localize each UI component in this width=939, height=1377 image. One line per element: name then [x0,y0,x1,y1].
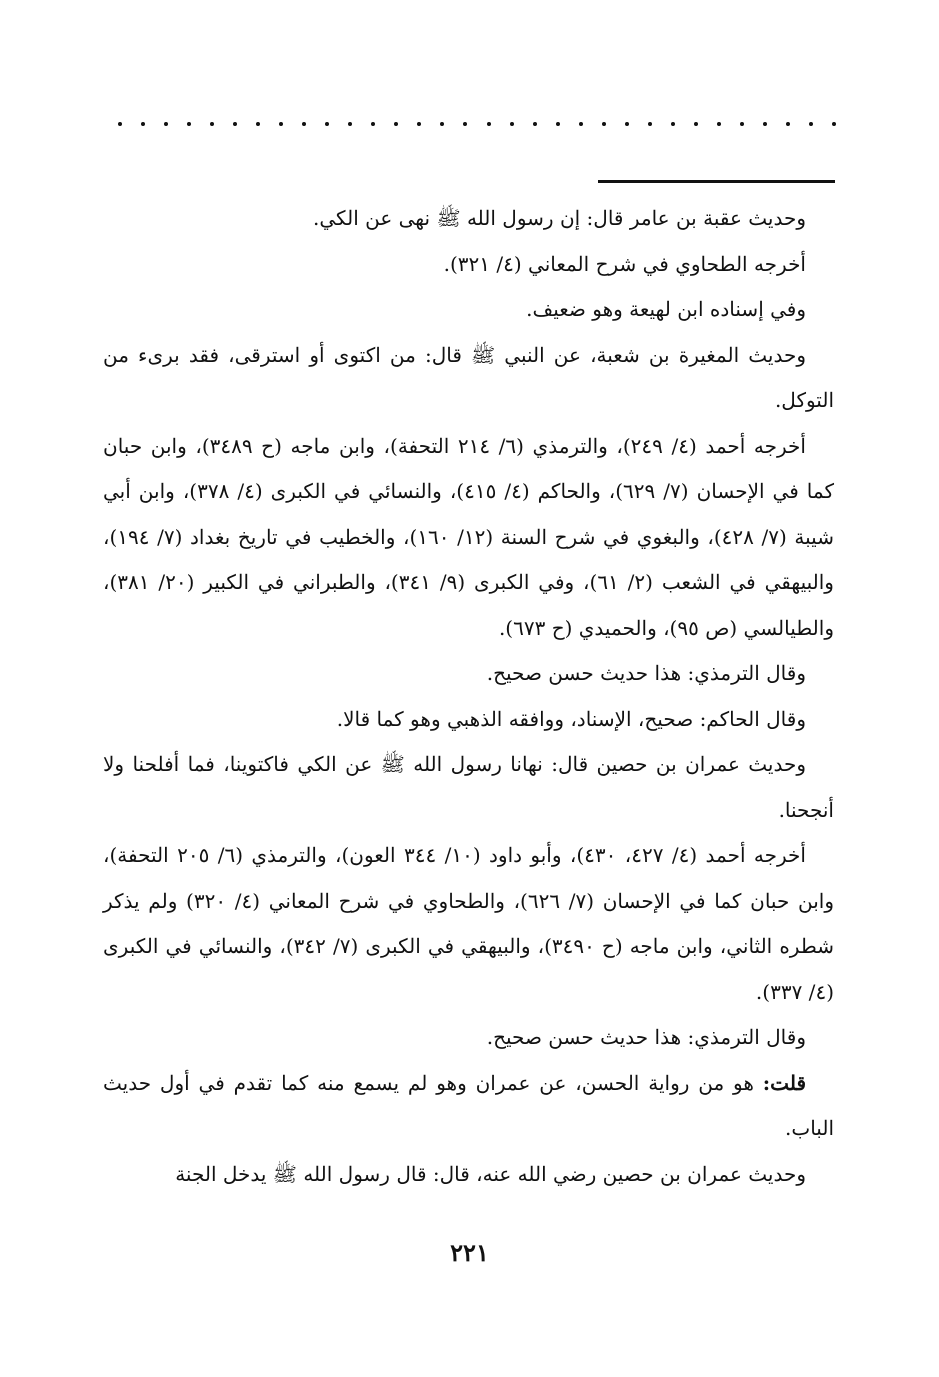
comment-lead: قلت: [762,1070,806,1095]
separator-dot [233,122,237,126]
paragraph-author-comment [103,1061,834,1152]
separator-dot [141,122,145,126]
separator-dot [809,122,813,126]
separator-dot [740,122,744,126]
separator-dot [302,122,306,126]
separator-dot [371,122,375,126]
paragraph-imran-takhrij: أخرجه أحمد (٤/ ٤٢٧، ٤٣٠)، وأبو داود (١٠/ ٣٤٤ العون)، والترمذي (٦/ ٢٠٥ التحفة)، وابن حبان كما في الإحسان (٧/ ٦٢٦)، والطحاوي في شرح المعاني (٤/ ٣٢٠) ولم يذكر شطره الثاني، وابن ماجه (ح ٣٤٩٠)، والبيهقي في الكبرى (٧/ ٣٤٢)، والنسائي في الكبرى (٤/ ٣٣٧). [103,843,834,1004]
paragraph-mughira-hadith: وحديث المغيرة بن شعبة، عن النبي ﷺ قال: من اكتوى أو استرقى، فقد برىء من التوكل. [103,342,834,412]
paragraph-hakim-grading: وقال الحاكم: صحيح، الإسناد، ووافقه الذهبي وهو كما قالا. [336,706,806,731]
paragraph-tirmidhi-grading-2: وقال الترمذي: هذا حديث حسن صحيح. [486,1025,806,1049]
separator-dot [533,122,537,126]
separator-dot [394,122,398,126]
separator-dot [786,122,790,126]
paragraph-imran-second-hadith: وحديث عمران بن حصين رضي الله عنه، قال: قال رسول الله ﷺ يدخل الجنة [175,1161,806,1186]
separator-dot [602,122,606,126]
comment-text: هو من رواية الحسن، عن عمران وهو لم يسمع منه كما تقدم في أول حديث الباب. [103,1070,834,1140]
separator-dot [118,122,122,126]
separator-dot [579,122,583,126]
paragraph-uqba-hadith: وحديث عقبة بن عامر قال: إن رسول الله ﷺ نهى عن الكي. [313,206,806,230]
paragraph-imran-hadith: وحديث عمران بن حصين قال: نهانا رسول الله ﷺ عن الكي فاكتوينا، فما أفلحنا ولا أنجحنا. [103,752,834,822]
paragraph-tahawi-takhrij: أخرجه الطحاوي في شرح المعاني (٤/ ٣٢١). [443,251,806,276]
separator-dot [325,122,329,126]
paragraph-tirmidhi-grading: وقال الترمذي: هذا حديث حسن صحيح. [486,661,806,685]
separator-dot [187,122,191,126]
separator-dot [256,122,260,126]
separator-dot [625,122,629,126]
separator-dot [463,122,467,126]
separator-dot [210,122,214,126]
separator-dot [671,122,675,126]
separator-dot [440,122,444,126]
separator-dot [648,122,652,126]
separator-dot [348,122,352,126]
paragraph-ibn-lahia-note: وفي إسناده ابن لهيعة وهو ضعيف. [526,297,806,321]
top-dotted-separator [118,114,836,134]
separator-dot [763,122,767,126]
page-number: ٢٢١ [450,1238,489,1267]
separator-dot [717,122,721,126]
paragraph-mughira-takhrij: أخرجه أحمد (٤/ ٢٤٩)، والترمذي (٦/ ٢١٤ التحفة)، وابن ماجه (ح ٣٤٨٩)، وابن حبان كما في الإحسان (٧/ ٦٢٩)، والحاكم (٤/ ٤١٥)، والنسائي في الكبرى (٤/ ٣٧٨)، وابن أبي شيبة (٧/ ٤٢٨)، والبغوي في شرح السنة (١٢/ ١٦٠)، والخطيب في تاريخ بغداد (٧/ ١٩٤)، والبيهقي في الشعب (٢/ ٦١)، وفي الكبرى (٩/ ٣٤١)، والطبراني في الكبير (٢٠/ ٣٨١)، والطيالسي (ص ٩٥)، والحميدي (ح ٦٧٣). [103,433,834,640]
separator-dot [694,122,698,126]
page-body [103,196,834,1197]
separator-dot [556,122,560,126]
separator-dot [832,122,836,126]
separator-dot [417,122,421,126]
separator-dot [164,122,168,126]
separator-dot [279,122,283,126]
footnote-rule [598,180,835,183]
separator-dot [487,122,491,126]
separator-dot [510,122,514,126]
